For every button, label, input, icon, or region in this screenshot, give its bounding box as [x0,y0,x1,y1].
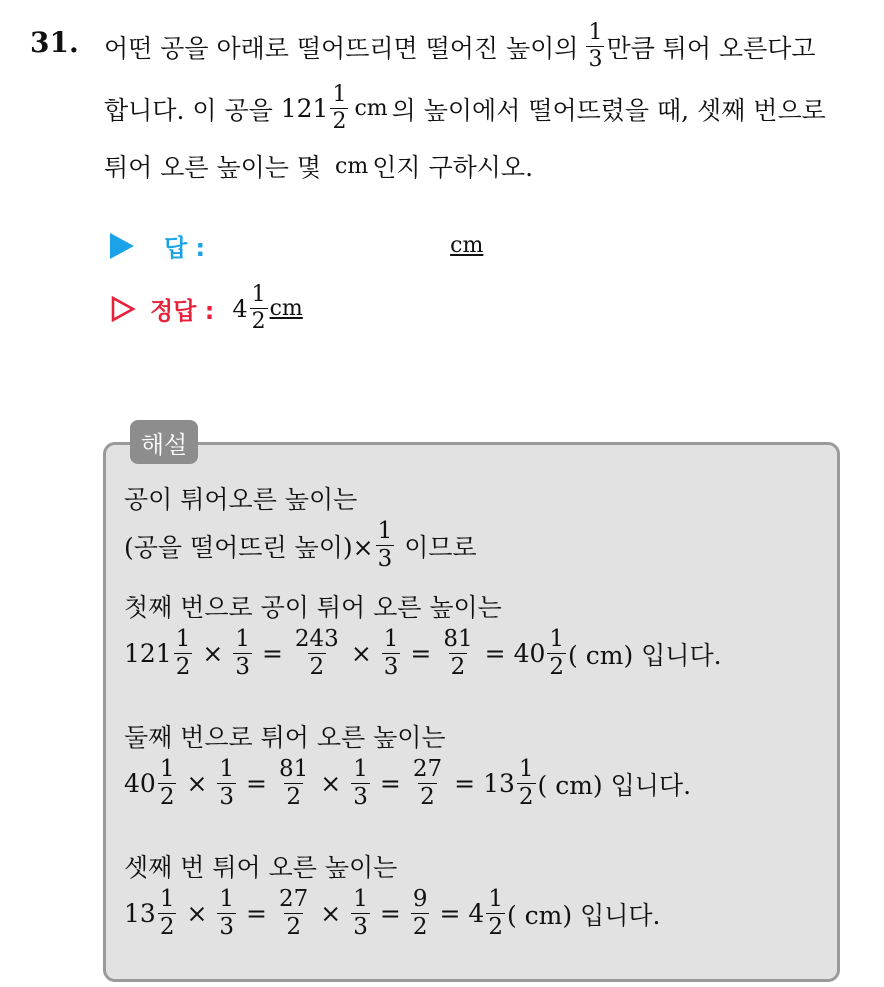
solution-equation: 121 $\frac{1}{2}$ × $\frac{1}{3}$ = $\frac{243}{2}$ × $\frac{1}{3}$ = $\frac{81}{2}$ = 40 $\frac{1}{2}$ ( cm) 입니다. [124,626,722,680]
fraction: $\frac{1}{2}$ [251,282,266,334]
play-triangle-icon [110,233,134,259]
fraction: $\frac{1}{2}$ [175,626,191,680]
mixed-number: 4 $\frac{1}{2}$ [468,886,503,940]
correct-answer-row [110,284,303,333]
question-text: 인지 구하시오. [372,153,534,182]
outline-triangle-icon [110,295,136,323]
fraction: $\frac{1}{3}$ [219,886,235,940]
unit-label: cm [335,153,369,179]
fraction: $\frac{81}{2}$ [279,756,309,810]
fraction: $\frac{1}{3}$ [235,626,250,680]
question-text: 의 높이에서 떨어뜨렸을 때, 셋째 번으로 [391,95,826,125]
correct-answer-unit: cm [269,296,303,321]
fraction: $\frac{1}{2}$ [488,886,503,940]
question-number: 31. [30,26,79,59]
mixed-number: 121 $\frac{1}{2}$ [124,626,191,680]
solution-line: (공을 떨어뜨린 높이)× $\frac{1}{3}$ 이므로 [124,518,477,572]
fraction: $\frac{1}{3}$ [377,518,393,572]
fraction: $\frac{1}{3}$ [353,756,368,810]
fraction: $\frac{1}{2}$ [549,626,565,680]
mixed-number: 13 $\frac{1}{2}$ [124,886,175,940]
fraction: $\frac{1}{2}$ [159,886,175,940]
fraction: $\frac{27}{2}$ [412,756,443,810]
fraction: $\frac{81}{2}$ [443,626,473,680]
fraction: $\frac{9}{2}$ [412,886,428,940]
correct-answer-value: 4 $\frac{1}{2}$ cm [232,282,303,334]
fraction: $\frac{1}{2}$ [159,756,175,810]
solution-line: 첫째 번으로 공이 튀어 오른 높이는 [124,593,502,622]
solution-line: 셋째 번 튀어 오른 높이는 [124,853,398,882]
question-text: 합니다. 이 공을 [104,95,273,125]
fraction: $\frac{1}{3}$ [383,626,399,680]
question-line-1 [104,22,816,71]
fraction: $\frac{27}{2}$ [279,886,309,940]
question-text: 어떤 공을 아래로 떨어뜨리면 떨어진 높이의 [104,33,579,63]
question-text: 튀어 오른 높이는 몇 [104,153,322,182]
fraction: $\frac{1}{3}$ [588,20,603,72]
fraction: $\frac{243}{2}$ [294,626,339,680]
fraction: $\frac{1}{3}$ [353,886,368,940]
question-line-2 [104,84,826,133]
fraction: $\frac{1}{3}$ [219,756,235,810]
mixed-number: 40 $\frac{1}{2}$ [513,626,565,680]
mixed-number: 40 $\frac{1}{2}$ [124,756,175,810]
solution-line: 둘째 번으로 튀어 오른 높이는 [124,723,446,752]
solution-equation: 40 $\frac{1}{2}$ × $\frac{1}{3}$ = $\frac{81}{2}$ × $\frac{1}{3}$ = $\frac{27}{2}$ = 13 $\frac{1}{2}$ ( cm) 입니다. [124,756,692,810]
solution-tag: 해설 [130,420,198,464]
solution-line: 공이 튀어오른 높이는 [124,485,358,514]
answer-row [110,228,483,263]
question-text: 만큼 튀어 오른다고 [606,33,816,63]
question-line-3 [104,148,533,184]
fraction: $\frac{1}{2}$ [518,756,534,810]
answer-unit: cm [450,233,484,258]
mixed-number: 121 $\frac{1}{2}$ [280,82,347,134]
answer-label: 답 : [164,234,206,262]
solution-equation: 13 $\frac{1}{2}$ × $\frac{1}{3}$ = $\frac{27}{2}$ × $\frac{1}{3}$ = $\frac{9}{2}$ = 4 $\frac{1}{2}$ ( cm) 입니다. [124,886,661,940]
mixed-number: 13 $\frac{1}{2}$ [483,756,534,810]
unit-label: cm [354,96,388,121]
fraction: $\frac{1}{2}$ [332,82,347,134]
correct-answer-label: 정답 : [150,297,215,325]
